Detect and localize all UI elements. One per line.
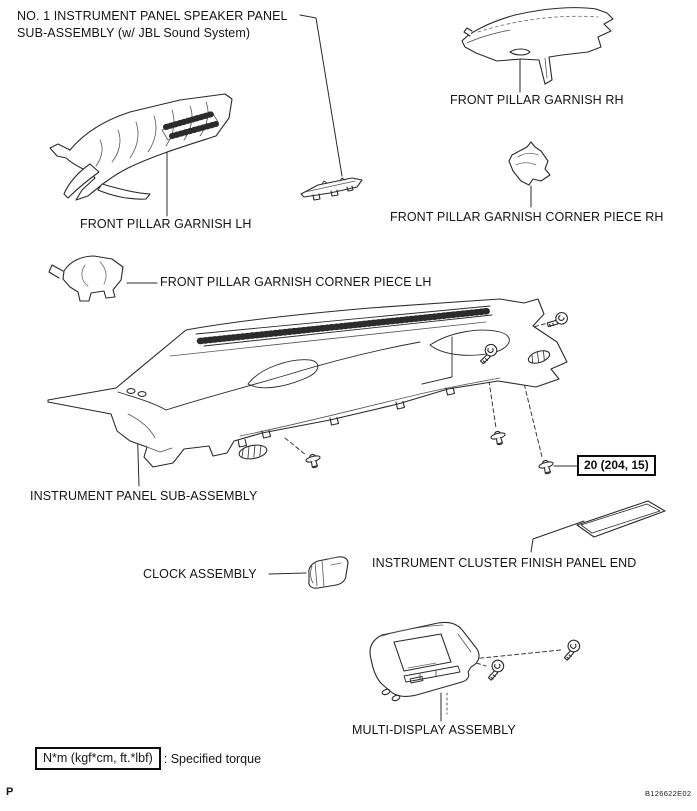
torque-legend-description: : Specified torque — [163, 751, 262, 766]
front-pillar-garnish-corner-piece-lh-drawing — [49, 256, 123, 301]
label-speaker-panel-line1: NO. 1 INSTRUMENT PANEL SPEAKER PANEL — [17, 9, 288, 23]
multi-display-assembly-drawing — [370, 622, 479, 701]
label-speaker-panel-line2: SUB-ASSEMBLY (w/ JBL Sound System) — [17, 26, 251, 40]
front-pillar-garnish-rh-drawing — [462, 8, 613, 84]
label-front-pillar-garnish-lh: FRONT PILLAR GARNISH LH — [80, 217, 252, 231]
label-front-pillar-garnish-rh: FRONT PILLAR GARNISH RH — [450, 93, 624, 107]
front-pillar-garnish-corner-piece-rh-drawing — [509, 142, 550, 185]
label-clock-assembly: CLOCK ASSEMBLY — [143, 567, 257, 581]
torque-unit-box: N*m (kgf*cm, ft.*lbf) — [35, 747, 161, 770]
torque-spec-callout: 20 (204, 15) — [577, 455, 656, 476]
label-front-pillar-garnish-corner-piece-rh: FRONT PILLAR GARNISH CORNER PIECE RH — [390, 210, 664, 224]
label-instrument-cluster-finish-panel-end: INSTRUMENT CLUSTER FINISH PANEL END — [372, 556, 637, 570]
label-multi-display-assembly: MULTI-DISPLAY ASSEMBLY — [352, 723, 516, 737]
label-front-pillar-garnish-corner-piece-lh: FRONT PILLAR GARNISH CORNER PIECE LH — [160, 275, 432, 289]
torque-legend — [35, 747, 261, 770]
clock-assembly-drawing — [309, 557, 348, 588]
front-pillar-garnish-lh-drawing — [50, 94, 232, 200]
drawing-code: B126622E02 — [645, 789, 692, 798]
instrument-cluster-finish-panel-end-drawing — [577, 501, 665, 537]
speaker-panel-drawing — [301, 178, 362, 200]
page-marker: P — [6, 786, 14, 798]
label-instrument-panel-sub-assembly: INSTRUMENT PANEL SUB-ASSEMBLY — [30, 489, 258, 503]
label-speaker-panel — [17, 8, 288, 42]
